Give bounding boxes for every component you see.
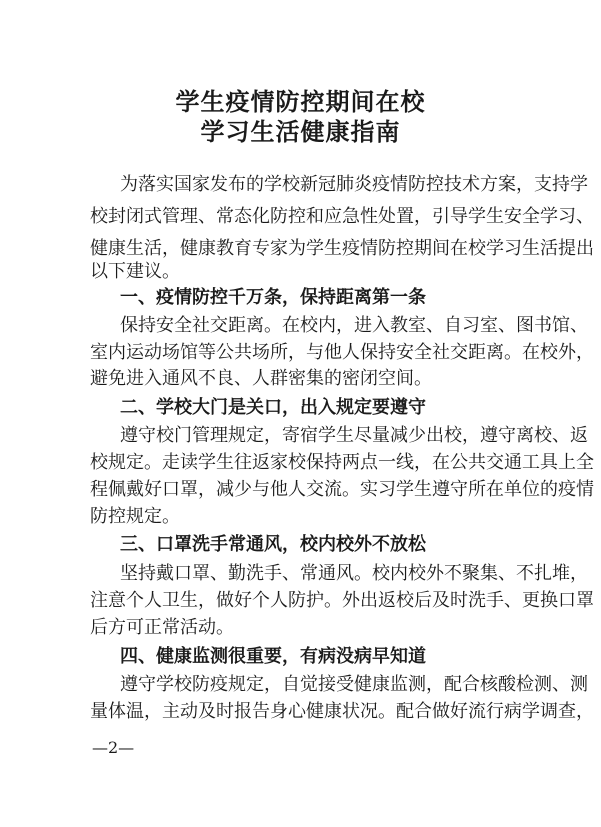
paragraph-line: 避免进入通风不良、人群密集的密闭空间。 [90, 368, 432, 389]
paragraph-line: 遵守学校防疫规定，自觉接受健康监测，配合核酸检测、测 [120, 674, 588, 695]
paragraph-line: 遵守校门管理规定，寄宿学生尽量减少出校，遵守离校、返 [120, 425, 588, 446]
paragraph-line: 坚持戴口罩、勤洗手、常通风。校内校外不聚集、不扎堆， [120, 563, 588, 584]
document-title-line-2: 学习生活健康指南 [200, 117, 401, 146]
paragraph-line: 校封闭式管理、常态化防控和应急性处置，引导学生安全学习、 [90, 206, 594, 227]
paragraph-line: 以下建议。 [90, 261, 180, 282]
page-number: —2— [92, 738, 135, 757]
paragraph-line: 校规定。走读学生往返家校保持两点一线，在公共交通工具上全 [90, 452, 594, 473]
document-title-line-1: 学生疫情防控期间在校 [175, 87, 426, 116]
section-heading-1: 一、疫情防控千万条，保持距离第一条 [120, 287, 426, 308]
section-heading-2: 二、学校大门是关口，出入规定要遵守 [120, 397, 426, 418]
paragraph-line: 后方可正常活动。 [90, 617, 234, 638]
section-heading-3: 三、口罩洗手常通风，校内校外不放松 [120, 534, 426, 555]
paragraph-line: 室内运动场馆等公共场所，与他人保持安全社交距离。在校外， [90, 342, 594, 363]
section-heading-4: 四、健康监测很重要，有病没病早知道 [120, 646, 426, 667]
paragraph-line: 程佩戴好口罩，减少与他人交流。实习学生遵守所在单位的疫情 [90, 479, 594, 500]
paragraph-line: 健康生活，健康教育专家为学生疫情防控期间在校学习生活提出 [90, 238, 594, 259]
paragraph-line: 注意个人卫生，做好个人防护。外出返校后及时洗手、更换口罩 [90, 590, 594, 611]
paragraph-line: 为落实国家发布的学校新冠肺炎疫情防控技术方案，支持学 [120, 174, 588, 195]
paragraph-line: 量体温，主动及时报告身心健康状况。配合做好流行病学调查， [90, 701, 594, 722]
paragraph-line: 保持安全社交距离。在校内，进入教室、自习室、图书馆、 [120, 315, 588, 336]
paragraph-line: 防控规定。 [90, 506, 180, 527]
